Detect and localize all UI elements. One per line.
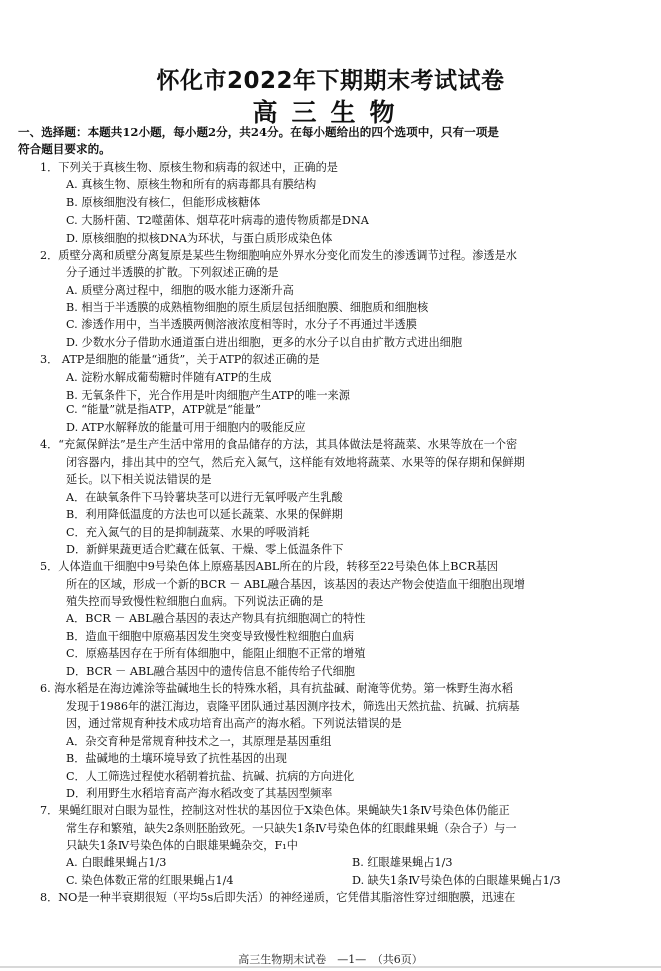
q2-stem-line2: 分子通过半透膜的扩散。下列叙述正确的是 [66, 266, 279, 279]
q6-stem-line1: 6. 海水稻是在海边滩涂等盐碱地生长的特殊水稻，具有抗盐碱、耐淹等优势。第一株野生海水稻 [40, 682, 513, 695]
q6-stem-line2: 发现于1986年的湛江海边，袁隆平团队通过基因测序技术，筛选出天然抗盐、抗碱、抗病基 [66, 700, 520, 713]
q4-stem-line3: 延长。以下相关说法错误的是 [66, 473, 212, 486]
q2-stem-line1: 2．质壁分离和质壁分离复原是某些生物细胞响应外界水分变化而发生的渗透调节过程。渗透是水 [40, 249, 517, 262]
q4-option-a: A．在缺氧条件下马铃薯块茎可以进行无氧呼吸产生乳酸 [66, 491, 343, 504]
q1-option-b: B. 原核细胞没有核仁，但能形成核糖体 [66, 196, 261, 209]
section-instructions-line1: 一、选择题：本题共12小题，每小题2分，共24分。在每小题给出的四个选项中，只有一项是 [18, 125, 499, 139]
q5-option-d: D．BCR － ABL融合基因中的遗传信息不能传给子代细胞 [66, 665, 355, 678]
q8-stem-line1: 8．NO是一种半衰期很短（平均5s后即失活）的神经递质，它凭借其脂溶性穿过细胞膜，迅速在 [40, 891, 516, 904]
bottom-divider [0, 966, 661, 968]
q3-option-c: C. “能量”就是指ATP，ATP就是“能量” [66, 403, 261, 416]
q6-option-b: B．盐碱地的土壤环境导致了抗性基因的出现 [66, 752, 287, 765]
q4-stem-line1: 4．“充氮保鲜法”是生产生活中常用的食品储存的方法，其具体做法是将蔬菜、水果等放在一个密 [40, 438, 518, 451]
q1-option-a: A. 真核生物、原核生物和所有的病毒都具有膜结构 [66, 178, 317, 191]
q1-option-c: C. 大肠杆菌、T2噬菌体、烟草花叶病毒的遗传物质都是DNA [66, 214, 369, 227]
q6-option-a: A．杂交育种是常规育种技术之一，其原理是基因重组 [66, 735, 332, 748]
q5-option-a: A．BCR － ABL融合基因的表达产物具有抗细胞凋亡的特性 [66, 612, 366, 625]
q3-option-d: D. ATP水解释放的能量可用于细胞内的吸能反应 [66, 421, 306, 434]
page-footer: 高三生物期末试卷 —1— （共6页） [238, 953, 423, 966]
q3-stem: 3． ATP是细胞的能量“通货”，关于ATP的叙述正确的是 [40, 353, 320, 366]
q4-stem-line2: 闭容器内，排出其中的空气，然后充入氮气，这样能有效地将蔬菜、水果等的保存期和保鲜期 [66, 456, 525, 469]
q2-option-c: C. 渗透作用中，当半透膜两侧溶液浓度相等时，水分子不再通过半透膜 [66, 318, 417, 331]
q7-option-a: A. 白眼雌果蝇占1/3 [66, 856, 167, 869]
q2-option-a: A. 质壁分离过程中，细胞的吸水能力逐渐升高 [66, 284, 294, 297]
q4-option-c: C．充入氮气的目的是抑制蔬菜、水果的呼吸消耗 [66, 526, 310, 539]
q7-option-d: D. 缺失1条Ⅳ号染色体的白眼雄果蝇占1/3 [352, 874, 561, 887]
q7-stem-line2: 常生存和繁殖，缺失2条则胚胎致死。一只缺失1条Ⅳ号染色体的红眼雌果蝇（杂合子）与一 [66, 822, 517, 835]
q3-option-b: B. 无氧条件下，光合作用是叶肉细胞产生ATP的唯一来源 [66, 389, 350, 402]
exam-title: 怀化市2022年下期期末考试试卷 [156, 68, 505, 94]
q7-option-b: B. 红眼雄果蝇占1/3 [352, 856, 453, 869]
q4-option-d: D．新鲜果蔬更适合贮藏在低氧、干燥、零上低温条件下 [66, 543, 344, 556]
q3-option-a: A. 淀粉水解成葡萄糖时伴随有ATP的生成 [66, 371, 272, 384]
q5-stem-line2: 所在的区域，形成一个新的BCR － ABL融合基因，该基因的表达产物会使造血干细胞出现增 [66, 578, 526, 591]
q7-option-c: C. 染色体数正常的红眼果蝇占1/4 [66, 874, 234, 887]
q2-option-b: B. 相当于半透膜的成熟植物细胞的原生质层包括细胞膜、细胞质和细胞核 [66, 301, 429, 314]
q4-option-b: B．利用降低温度的方法也可以延长蔬菜、水果的保鲜期 [66, 508, 343, 521]
q6-option-c: C．人工筛选过程使水稻朝着抗盐、抗碱、抗病的方向进化 [66, 770, 355, 783]
q5-option-b: B．造血干细胞中原癌基因发生突变导致慢性粒细胞白血病 [66, 630, 354, 643]
q5-stem-line3: 殖失控而导致慢性粒细胞白血病。下列说法正确的是 [66, 595, 324, 608]
q7-stem-line1: 7．果蝇红眼对白眼为显性，控制这对性状的基因位于X染色体。果蝇缺失1条Ⅳ号染色体仍能正 [40, 804, 510, 817]
q5-stem-line1: 5．人体造血干细胞中9号染色体上原癌基因ABL所在的片段，转移至22号染色体上BCR基因 [40, 560, 498, 573]
q6-option-d: D．利用野生水稻培育高产海水稻改变了其基因型频率 [66, 787, 333, 800]
q5-option-c: C．原癌基因存在于所有体细胞中，能阻止细胞不正常的增殖 [66, 647, 366, 660]
q6-stem-line3: 因，通过常规育种技术成功培育出高产的海水稻。下列说法错误的是 [66, 717, 402, 730]
q1-option-d: D. 原核细胞的拟核DNA为环状，与蛋白质形成染色体 [66, 232, 333, 245]
q1-stem: 1．下列关于真核生物、原核生物和病毒的叙述中，正确的是 [40, 161, 338, 174]
q7-stem-line3: 只缺失1条Ⅳ号染色体的白眼雄果蝇杂交，F₁中 [66, 839, 298, 852]
section-instructions-line2: 符合题目要求的。 [18, 142, 111, 156]
exam-subject: 高三生物 [252, 98, 409, 127]
q2-option-d: D. 少数水分子借助水通道蛋白进出细胞，更多的水分子以自由扩散方式进出细胞 [66, 336, 463, 349]
